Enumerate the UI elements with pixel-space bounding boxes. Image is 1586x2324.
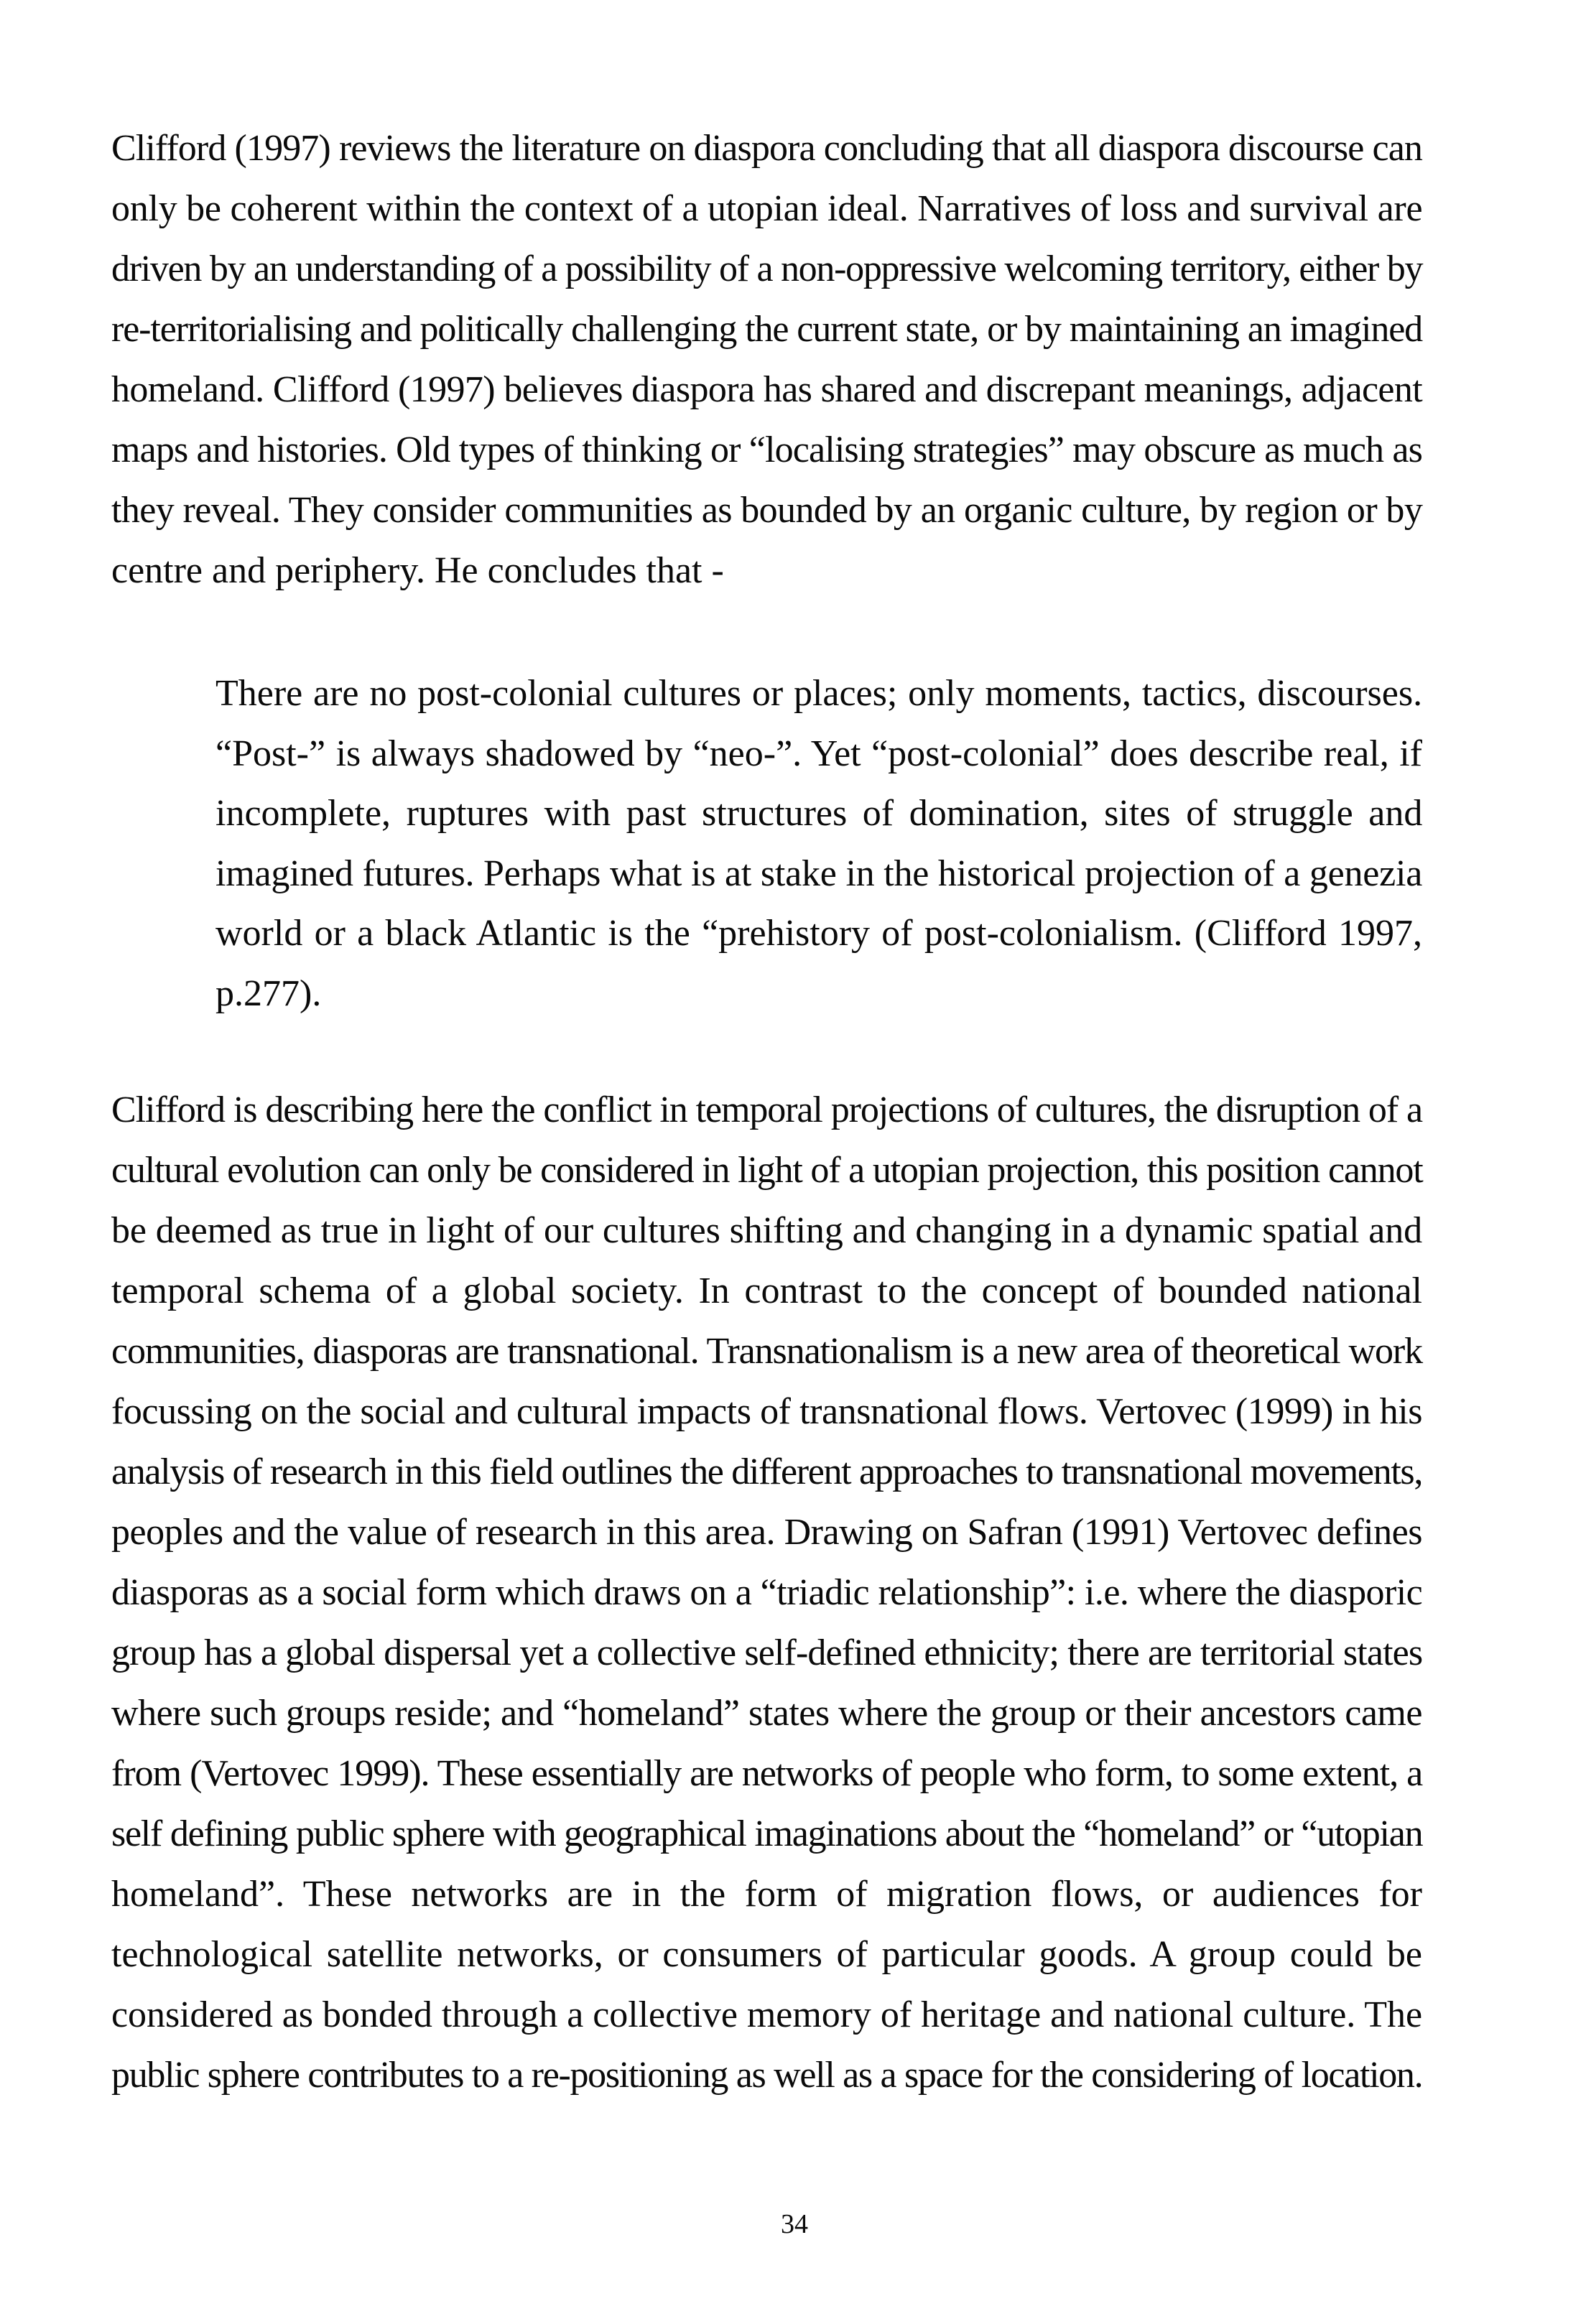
- text-line: where such groups reside; and “homeland” states where the group or their ancestors came: [111, 1693, 1422, 1734]
- quote-line: There are no post-colonial cultures or places; only moments, tactics, discourses.: [215, 673, 1423, 714]
- block-quote: [215, 664, 1422, 1024]
- text-line: technological satellite networks, or consumers of particular goods. A group could be: [111, 1934, 1422, 1975]
- text-line: diasporas as a social form which draws on a “triadic relationship”: i.e. where the diasporic: [111, 1572, 1423, 1613]
- text-line: focussing on the social and cultural impacts of transnational flows. Vertovec (1999) in his: [111, 1391, 1422, 1432]
- text-line: communities, diasporas are transnational. Transnationalism is a new area of theoretical work: [111, 1331, 1422, 1372]
- text-line: cultural evolution can only be considered in light of a utopian projection, this position cannot: [111, 1150, 1423, 1191]
- paragraph-clifford-review: [111, 118, 1422, 601]
- text-line: be deemed as true in light of our cultures shifting and changing in a dynamic spatial and: [111, 1210, 1422, 1251]
- text-line: group has a global dispersal yet a collective self-defined ethnicity; there are territorial states: [111, 1632, 1423, 1673]
- text-line: from (Vertovec 1999). These essentially are networks of people who form, to some extent, a: [111, 1753, 1423, 1794]
- text-line: maps and histories. Old types of thinking or “localising strategies” may obscure as much as: [111, 429, 1422, 470]
- quote-line: world or a black Atlantic is the “prehistory of post-colonialism. (Clifford 1997,: [215, 913, 1422, 954]
- text-line: re-territorialising and politically challenging the current state, or by maintaining an imagined: [111, 309, 1423, 350]
- text-line: peoples and the value of research in this area. Drawing on Safran (1991) Vertovec defines: [111, 1512, 1423, 1553]
- text-line: homeland”. These networks are in the form of migration flows, or audiences for: [111, 1874, 1422, 1915]
- text-line: self defining public sphere with geographical imaginations about the “homeland” or “utopian: [111, 1813, 1423, 1854]
- text-line: Clifford is describing here the conflict in temporal projections of cultures, the disruption of a: [111, 1089, 1422, 1130]
- text-line: Clifford (1997) reviews the literature on diaspora concluding that all diaspora discourse can: [111, 128, 1423, 169]
- text-line: only be coherent within the context of a utopian ideal. Narratives of loss and survival are: [111, 188, 1423, 229]
- quote-line: p.277).: [215, 972, 322, 1014]
- text-line: analysis of research in this field outlines the different approaches to transnational movements,: [111, 1451, 1422, 1492]
- page-number: 34: [781, 2209, 808, 2239]
- text-line: public sphere contributes to a re-positioning as well as a space for the considering of location.: [111, 2055, 1423, 2096]
- paragraph-transnationalism: [111, 1080, 1422, 2106]
- text-line: considered as bonded through a collective memory of heritage and national culture. The: [111, 1994, 1422, 2035]
- text-line: homeland. Clifford (1997) believes diaspora has shared and discrepant meanings, adjacent: [111, 369, 1423, 410]
- text-line: temporal schema of a global society. In contrast to the concept of bounded national: [111, 1270, 1422, 1311]
- quote-line: “Post-” is always shadowed by “neo-”. Yet “post-colonial” does describe real, if: [215, 733, 1422, 774]
- text-line: centre and periphery. He concludes that -: [111, 550, 724, 591]
- quote-line: imagined futures. Perhaps what is at stake in the historical projection of a genezia: [215, 852, 1423, 894]
- quote-line: incomplete, ruptures with past structures of domination, sites of struggle and: [215, 793, 1423, 835]
- text-line: driven by an understanding of a possibility of a non-oppressive welcoming territory, either by: [111, 248, 1423, 289]
- text-line: they reveal. They consider communities as bounded by an organic culture, by region or by: [111, 490, 1423, 531]
